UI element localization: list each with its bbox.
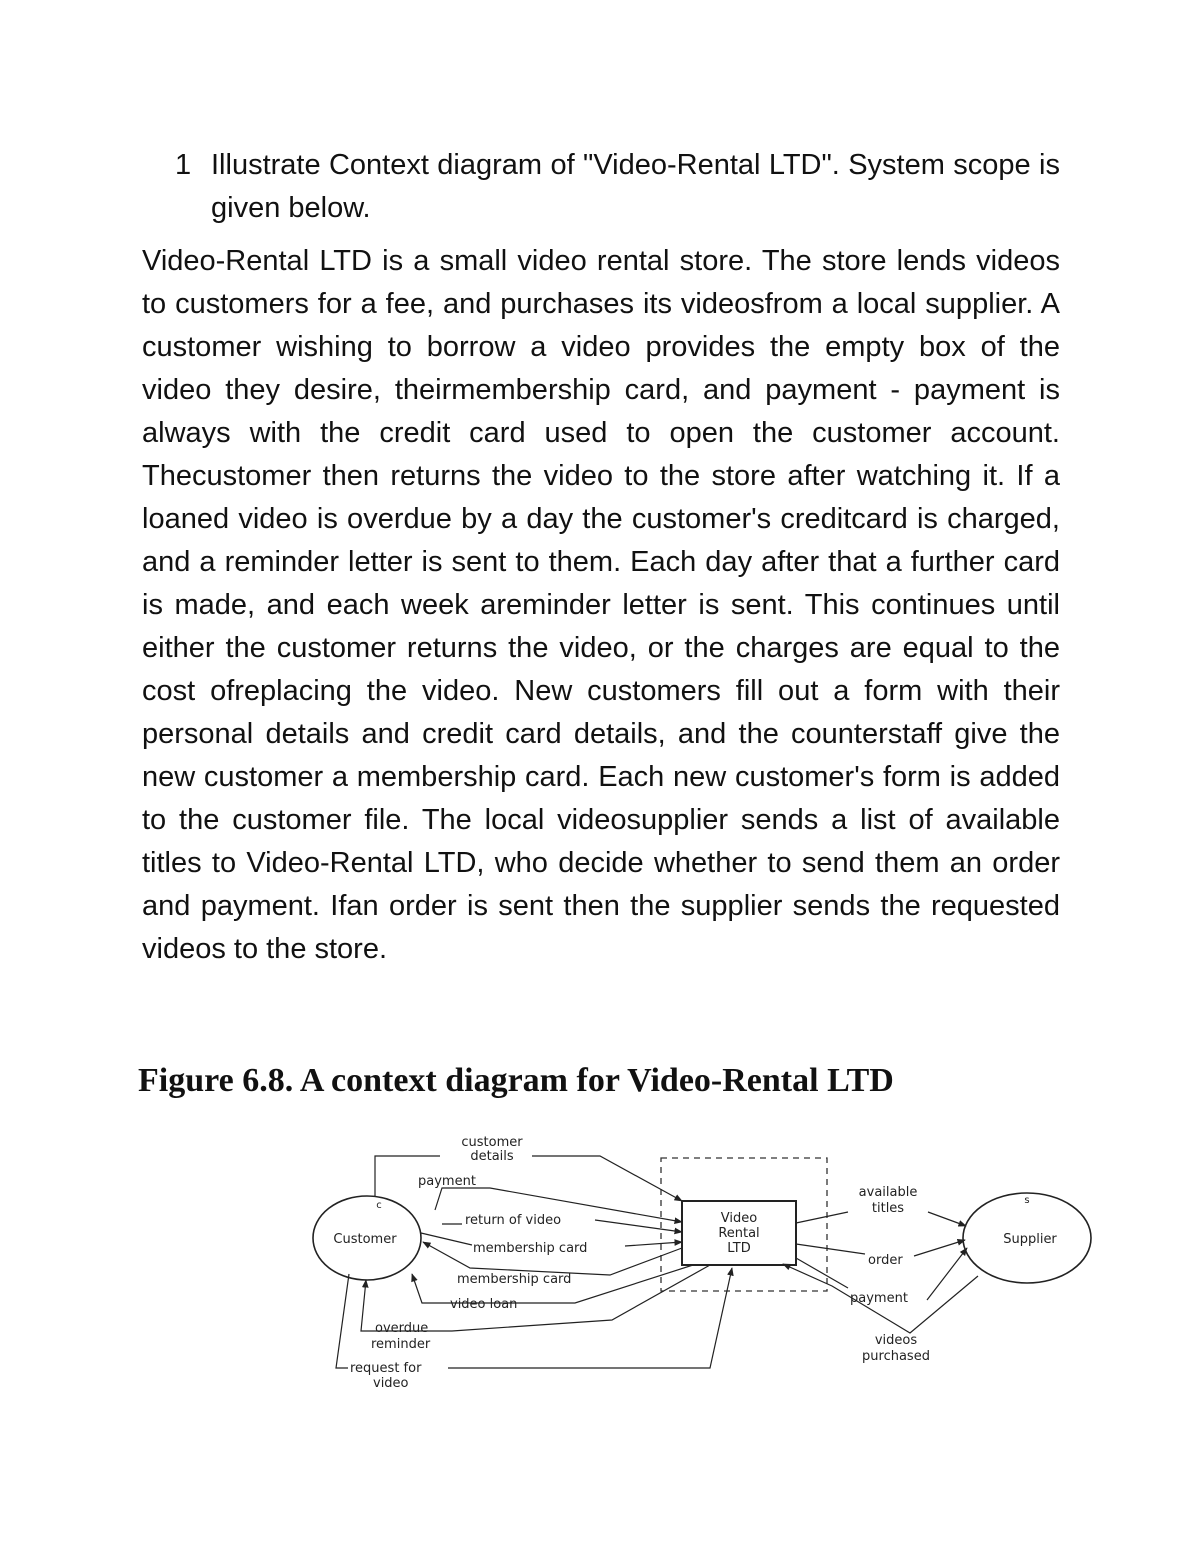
flow-label-video-loan: video loan bbox=[450, 1297, 518, 1312]
flow-label-overdue-reminder-2: reminder bbox=[371, 1337, 431, 1352]
flow-label-videos-purchased-1: videos bbox=[874, 1333, 918, 1348]
flow-label-order: order bbox=[868, 1253, 903, 1268]
question bbox=[175, 144, 1060, 230]
flow-label-videos-purchased-2: purchased bbox=[862, 1349, 930, 1364]
context-diagram bbox=[300, 1128, 1100, 1398]
customer-id: c bbox=[376, 1200, 382, 1211]
figure-title: Figure 6.8. A context diagram for Video-Rental LTD bbox=[138, 1062, 894, 1099]
customer-label: Customer bbox=[333, 1232, 397, 1247]
flow-label-available-titles-2: titles bbox=[871, 1201, 905, 1216]
flow-label-membership-card-out: membership card bbox=[457, 1272, 572, 1287]
system-label-3: LTD bbox=[727, 1241, 751, 1256]
flow-label-payment-out: payment bbox=[850, 1291, 908, 1306]
flow-label-request-for-video-2: video bbox=[373, 1376, 409, 1391]
flow-label-overdue-reminder-1: overdue bbox=[375, 1321, 429, 1336]
flow-label-return-of-video: return of video bbox=[465, 1213, 562, 1228]
supplier-label: Supplier bbox=[1003, 1232, 1057, 1247]
flow-label-membership-card-in: membership card bbox=[473, 1241, 588, 1256]
question-number: 1 bbox=[175, 149, 192, 181]
scope-paragraph: Video-Rental LTD is a small video rental store. The store lends videos to customers for a fee, and purchases its videosfrom a local supplier. A customer wishing to borrow a video provides the empty box of the video they desire, theirmembership card, and payment - payment is always with the credit card used to open the customer account. Thecustomer then returns the video to the store after watching it. If a loaned video is overdue by a day the customer's creditcard is charged, and a reminder letter is sent to them. Each day after that a further card is made, and each week areminder letter is sent. This continues until either the customer returns the video, or the charges are equal to the cost ofreplacing the video. New customers fill out a form with their personal details and credit card details, and the counterstaff give the new customer a membership card. Each new customer's form is added to the customer file. The local videosupplier sends a list of available titles to Video-Rental LTD, who decide whether to send them an order and payment. Ifan order is sent then the supplier sends the requested videos to the store. bbox=[142, 245, 1060, 965]
question-text: Illustrate Context diagram of "Video-Rental LTD". System scope is given below. bbox=[211, 149, 1060, 224]
flow-label-customer-details-1: customer bbox=[461, 1135, 523, 1150]
flow-label-request-for-video-1: request for bbox=[350, 1361, 422, 1376]
flow-label-available-titles-1: available bbox=[858, 1185, 918, 1200]
supplier-id: s bbox=[1024, 1195, 1030, 1206]
system-label-1: Video bbox=[720, 1211, 758, 1226]
flow-label-payment-in: payment bbox=[418, 1174, 476, 1189]
system-label-2: Rental bbox=[718, 1226, 760, 1241]
flow-label-customer-details-2: details bbox=[470, 1149, 514, 1164]
